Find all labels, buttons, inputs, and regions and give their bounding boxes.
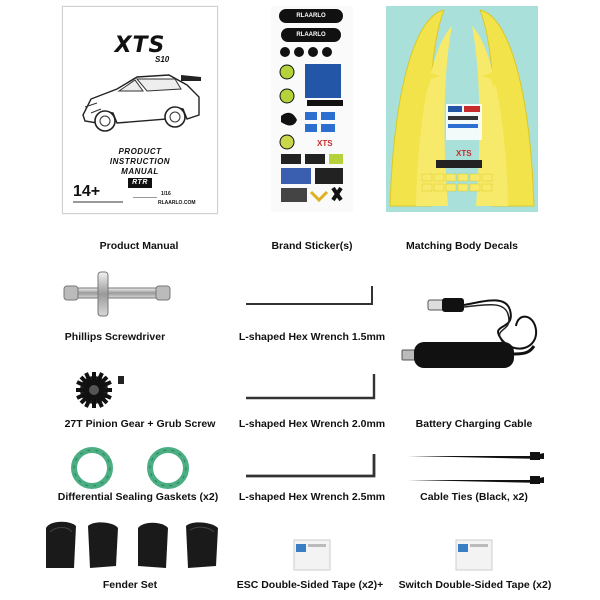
manual-model: S10 [155, 55, 170, 64]
body-decals-image [386, 6, 538, 212]
label-hex-2-5mm: L-shaped Hex Wrench 2.5mm [238, 491, 386, 503]
fender-set-image [40, 518, 230, 570]
svg-text:XTS: XTS [317, 139, 333, 148]
label-gaskets: Differential Sealing Gaskets (x2) [57, 491, 219, 503]
sealing-gaskets-image [70, 446, 200, 490]
manual-brand: XTS [114, 33, 166, 58]
switch-tape-image [454, 538, 496, 572]
label-body-decals: Matching Body Decals [405, 240, 519, 252]
manual-website: RLAARLO.COM [158, 200, 196, 206]
label-screwdriver: Phillips Screwdriver [64, 331, 166, 343]
charging-cable-image [398, 292, 548, 382]
svg-text:XTS: XTS [456, 149, 472, 158]
pinion-gear-image [72, 368, 132, 412]
label-switch-tape: Switch Double-Sided Tape (x2) [398, 579, 552, 591]
rtr-badge: RTR [128, 178, 152, 188]
hex-wrench-1-5mm-image [244, 280, 382, 314]
product-manual-image [62, 6, 218, 214]
age-rating: 14+ [73, 183, 101, 200]
label-hex-2-0mm: L-shaped Hex Wrench 2.0mm [238, 418, 386, 430]
sticker-cluster [277, 46, 349, 208]
hex-wrench-2-5mm-image [244, 450, 382, 486]
label-charging-cable: Battery Charging Cable [415, 418, 533, 430]
esc-tape-image [292, 538, 334, 572]
manual-title: PRODUCT INSTRUCTION MANUAL RTR [109, 147, 171, 186]
manual-scale: 1/16 [161, 191, 171, 197]
brand-stickers-image [271, 6, 353, 212]
label-pinion: 27T Pinion Gear + Grub Screw [64, 418, 216, 430]
cable-ties-image [404, 446, 550, 490]
car-illustration [77, 63, 205, 143]
hex-wrench-2-0mm-image [244, 368, 382, 408]
cross-wrench-screwdriver [62, 270, 174, 320]
label-fender-set: Fender Set [102, 579, 158, 591]
label-brand-stickers: Brand Sticker(s) [271, 240, 353, 252]
label-esc-tape: ESC Double-Sided Tape (x2)+ [236, 579, 384, 591]
label-product-manual: Product Manual [99, 240, 179, 252]
sticker-logo-2: RLAARLO [281, 28, 341, 42]
sticker-logo-1: RLAARLO [279, 9, 343, 23]
decal-graphics [386, 6, 538, 212]
label-cable-ties: Cable Ties (Black, x2) [420, 491, 528, 503]
label-hex-1-5mm: L-shaped Hex Wrench 1.5mm [238, 331, 386, 343]
